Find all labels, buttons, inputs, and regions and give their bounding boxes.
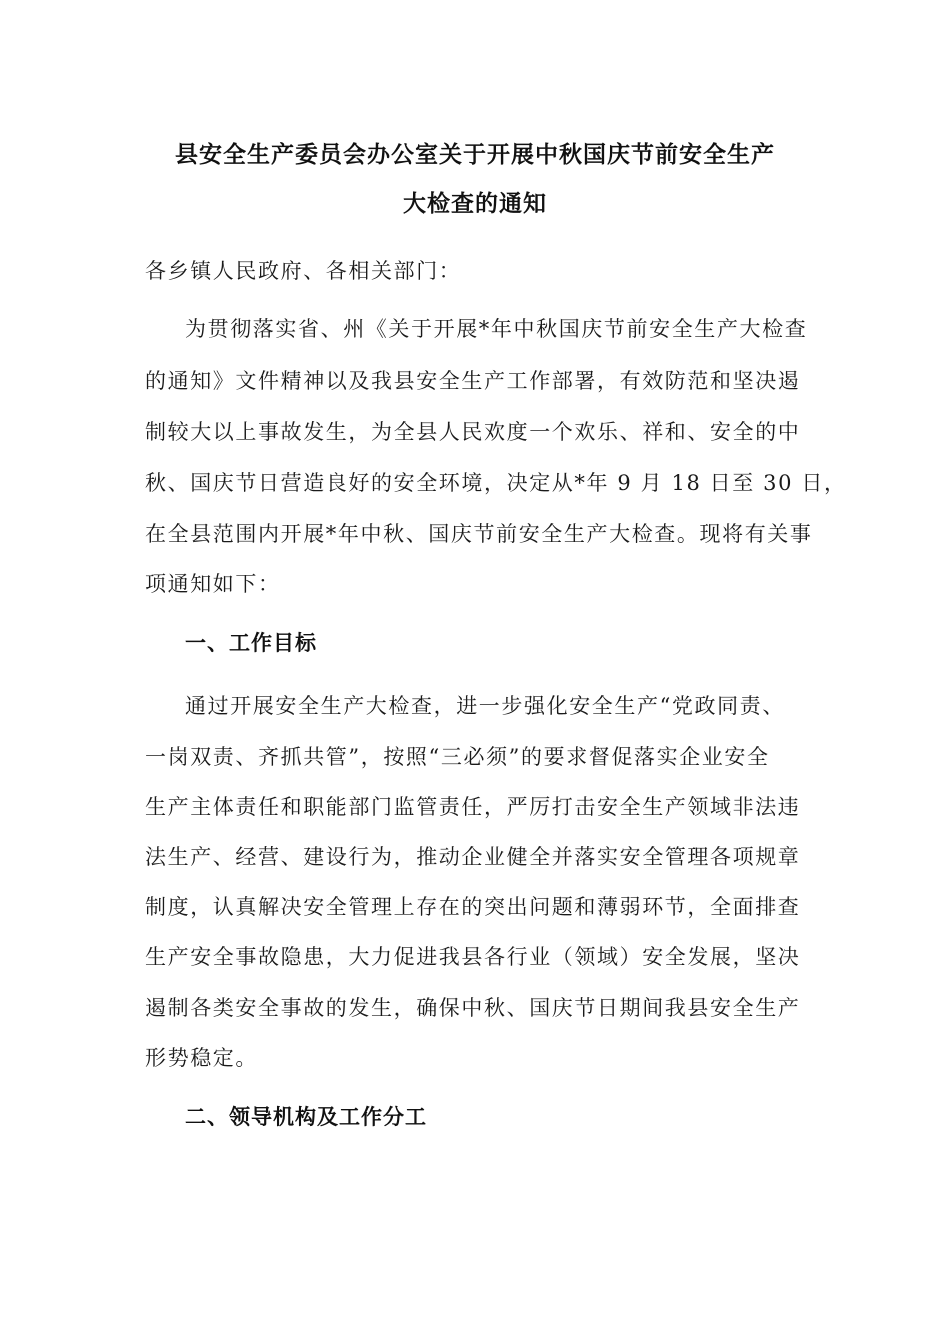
section-1-line-1: 通过开展安全生产大检查，进一步强化安全生产“党政同责、 (185, 694, 785, 718)
intro-line-6: 项通知如下： (145, 572, 281, 596)
section-1-line-7: 遏制各类安全事故的发生，确保中秋、国庆节日期间我县安全生产 (145, 996, 801, 1020)
section-1-line-5: 制度，认真解决安全管理上存在的突出问题和薄弱环节，全面排查 (145, 895, 801, 919)
section-1-line-8: 形势稳定。 (145, 1046, 258, 1070)
section-1-line-3: 生产主体责任和职能部门监管责任，严厉打击安全生产领域非法违 (145, 795, 801, 819)
intro-line-1: 为贯彻落实省、州《关于开展*年中秋国庆节前安全生产大检查 (185, 317, 808, 341)
intro-line-5: 在全县范围内开展*年中秋、国庆节前安全生产大检查。现将有关事 (145, 522, 813, 546)
section-1-line-4: 法生产、经营、建设行为，推动企业健全并落实安全管理各项规章 (145, 845, 801, 869)
section-1-line-6: 生产安全事故隐患，大力促进我县各行业（领域）安全发展，坚决 (145, 945, 801, 969)
section-2-heading: 二、领导机构及工作分工 (185, 1105, 427, 1129)
salutation: 各乡镇人民政府、各相关部门： (145, 259, 462, 283)
intro-line-4: 秋、国庆节日营造良好的安全环境，决定从*年 9 月 18 日至 30 日， (145, 471, 847, 495)
section-1-line-2: 一岗双责、齐抓共管”，按照“三必须”的要求督促落实企业安全 (145, 745, 770, 769)
section-1-heading: 一、工作目标 (185, 631, 317, 655)
intro-line-2: 的通知》文件精神以及我县安全生产工作部署，有效防范和坚决遏 (145, 369, 801, 393)
intro-line-3: 制较大以上事故发生，为全县人民欢度一个欢乐、祥和、安全的中 (145, 420, 801, 444)
document-title-line-2: 大检查的通知 (403, 191, 547, 217)
document-title-line-1: 县安全生产委员会办公室关于开展中秋国庆节前安全生产 (175, 142, 775, 168)
